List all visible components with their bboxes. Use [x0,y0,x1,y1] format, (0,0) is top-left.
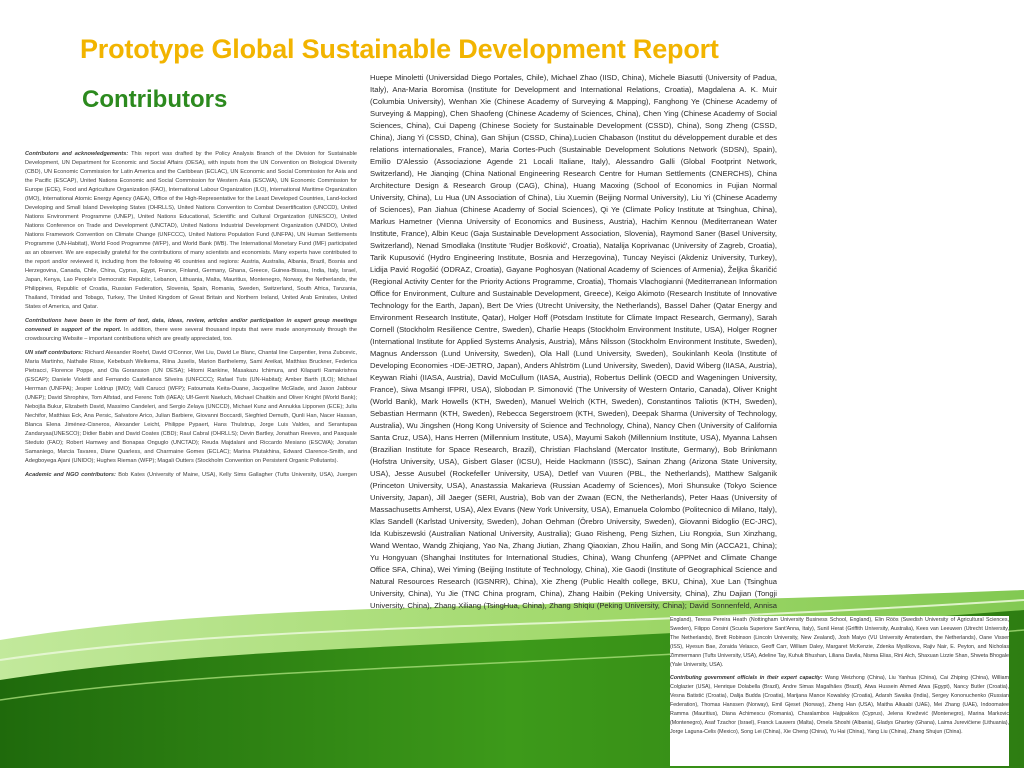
acknowledgements-text: This report was drafted by the Policy Analysis Branch of the Division for Sustainable Development, UN Department for Economic and Social Affairs (DESA), with inputs from the UN Convention on Biological Diversity (CBD), UN Economic Commission for Latin America and the Caribbean (ECLAC), UN Economic and Social Commission for Asia and the Pacific (ESCAP), United Nations Economic and Social Commission for Western Asia (ESCWA), UN Economic Commission for Europe (ECE), Food and Agriculture Organization (FAO), International Labour Organization (ILO), International Maritime Organization (IMO), International Atomic Energy Agency (IAEA), Office of the High-Representative for the Least Developed Countries, Land-locked Developing and Small Island Developing States (OHRLLS), United Nations Convention to Combat Desertification (UNCCD), United Nations Environment Programme (UNEP), United Nations Educational, Scientific and Cultural Organization (UNESCO), United Nations Conference on Trade and Development (UNCTAD), United Nations Industrial Development Organization (UNIDO), United Nations Framework Convention on Climate Change (UNFCCC), United Nations Population Fund (UNFPA), UN Human Settlements Programme (UN-Habitat), World Food Programme (WFP), and World Bank (WB). The International Monetary Fund (IMF) participated as an observer. We are especially grateful for the contributions of many scientists and economists. Many experts have contributed to the report and/or reviewed it, including from the following 46 countries and regions: Austria, Australia, Albania, Brazil, Bosnia and Herzegovina, Canada, Chile, China, Cyprus, Egypt, France, Finland, Germany, Ghana, Greece, Guinea-Bissau, India, Italy, Israel, Japan, Kenya, Lao People's Democratic Republic, Lebanon, Lithuania, Malta, Mauritius, Montenegro, Norway, the Netherlands, the Philippines, Republic of Croatia, Russian Federation, Slovenia, Spain, Romania, Sweden, Switzerland, South Africa, Tanzania, Thailand, Trinidad and Tobago, Turkey, The United Kingdom of Great Britain and Northern Ireland, United Arab Emirates, United States of America, and Qatar. [25,151,357,310]
slide-subtitle: Contributors [82,86,228,113]
staff-text: Richard Alexander Roehrl, David O'Connor, Wei Liu, David Le Blanc, Chantal line Carpentier, Irena Zubcevic, Maria Martinho, Nathalie Risse, Kebebush Welkema, Riina Juselis, Marion Barthelemy, Sami Areikat, Matthias Bruckner, Federica Pietracci, Florence Poppe, and Ola Goransson (UN DESA); Hitomi Rankine, Masakazu Ichimura, and Kilaparti Ramakrishna (ESCAP); Daniele Violetti and Fernando Castellanos Silveira (UNFCCC); Rafael Tuts (UN-Habitat); Amber Barth (ILO); Michael Herrman (UNFPA); Jesper Loldrup (IMO); Valli Carucci (WFP); Fatoumata Keita-Ouane, Jacqueline McGlade, and Jason Jabbour (UNEP); David Shrophire, Tom Alfstad, and Ferenc Toth (IAEA); Ulf-Gerrit Naeluch, Michael Chaitkin and Oliver Knight (World Bank); Nebojša Bukur, Elizabeth David, Massimo Candeleri, and Sergio Zelaya (UNCCD), Michael Kunz and Annukka Lipponen (ECE); Julia Nechifor, Matthias Eck, Ana Persic, Salvatore Arico, Julian Barbiere, Giovanni Boccardi, Siegfried Demuth, Qunli Han, Nacer Hassan, Blanca Elena Jiménez-Cisneros, Alexander Leicht, Philippe Pypaert, Hans Thulstrup, Jorge Luis Valdes, and Serantupaa Zandaryaa(UNESCO); Didier Babin and David Coates (CBD); Raul Cabral (OHRLLS); Devin Bartley, Jonathan Reeves, and Pasquale Steduto (FAO); Robert Hamwey and Bonapas Onguglo (UNCTAD); Reuda Majdalani and Riccardo Mesiano (ESCWA); Jonatan Samaniego, Marcia Tavares, Diane Quarless, and Charmaine Gomes (ECLAC); Marina Plutakhina, Edward Clarence-Smith, and Adegboyega Ajani (UNIDO); Hughes Rieman (WFP); Magali Outters (Stockholm Convention on Persistent Organic Pollutants). [25,350,357,464]
right-text-column [370,72,777,610]
bottom-continuation-text: England), Teresa Pereira Heath (Nottingham University Business School, England), Elin Röös (Swedish University of Agricultural Sciences, Sweden), Filippo Corsini (Scuola Superiore Sant'Anna, Italy), Sunil Herat (Griffith University, Australia), Kees van Leeuwen (Utrecht University, The Netherlands), Brett Robinson (Lincoln University, New Zealand), Josh Maiyo (VU University Amsterdam, the Netherlands), Oane Visser (ISS), Hyesun Bae, Zoraida Velasco, Geoff Carr, William Daley, Margaret McKenzie, Zdenka Myslikova, Rajiv Nair, E. Peyton, and Nicholas Zimmermann (Tufts University, USA), Adeline Tay, Kuhuk Bhushan, Liliana Davila, Nisma Elias, Rini Aich, Shaxuan Lizzie Shan, Shweta Bhogale (Yale University, USA). [670,617,1009,668]
slide-title: Prototype Global Sustainable Development Report [80,34,719,64]
contributions-label: Contributions have been in the form of text, data, ideas, review, articles and/or participation in expert group meetings convened in support of the report. [25,318,357,333]
government-paragraph [670,674,1009,737]
right-column-text: Huepe Minoletti (Universidad Diego Portales, Chile), Michael Zhao (IISD, China), Michele Biasutti (University of Padua, Italy), Ana-Maria Boromisa (Institute for Development and International Relations, Croatia), Magdalena A. K. Muir (Columbia University), Wenhan Xie (Chinese Academy of Surveying & Mapping), Fanghong Ye (Chinese Academy of Surveying & Mapping), Chen Shaofeng (Chinese Academy of Sciences, China), Chen Ying (Chinese Academy of Social Sciences, China), Cui Dapeng (Chinese Society for Sustainable Development (CSSD), China), Song Zheng (CSSD, China), Jiang Yi (CSSD, China), Gan Shijun (CSSD, China),Lucien Chabason (Institut du développement durable et des relations internationales, France), Maria Cortes-Puch (Sustainable Development Solutions Network (SDSN), Spain), Emilio D'Alessio (Associazione Agende 21 Locali Italiane, Italy), Alessandro Galli (Global Footprint Network, Switzerland), He Jianqing (China National Engineering Research Centre for Human Settlements (CNERCHS), China Architecture Design & Research Group (CAG), China), Huang Maoxing (School of Economics in Fujian Normal University, China), Lu Hua (UN Association of China), Liu Xuemin (Beijing Normal University), Liu Yi (Chinese Academy of Sciences), Pan Jiahua (Chinese Academy of Social Sciences), Qi Ye (Climate Policy Institute at Tsinghua, China), Markus Hametner (Vienna University of Economics and Business, Austria), Hachim Kennou (Mediterranean Water Institute, France), Albin Keuc (Gaja Sustainable Development Association, Slovenia), Raymond Saner (Basel University, Switzerland), Nenad Smodlaka (Institute 'Rudjer Bošković', Croatia), Natalija Koprivanac (University of Zagreb, Croatia), Tarik Kupusović (Hydro Engineering Institute, Bosnia and Herzegovina), Tuncay Neyisci (Akdeniz University, Turkey), Lidija Pavić Rogošić (ODRAZ, Croatia), Gayane Poghosyan (National Academy of Sciences of Armenia), Željka Škaričić (Regional Activity Center for the Priority Actions Programme, Croatia), Thomais Vlachogianni (Mediterranean Information Office for Environment, Culture and Sustainable Development, Greece), Keigo Akimoto (Research Institute of Innovative Technology for the Earth, Japan), Bert De Vries (Utrecht University, the Netherlands), Bassel Daher (Qatar Energy and Environment Research Institute, Qatar), Holger Hoff (Potsdam Institute for Climate Impact Research, Germany), Sarah Cornell (Stockholm Resilience Centre, Sweden), Charlie Heaps (Stockholm Environment Institute, USA), Holger Rogner (International Institute for Applied Systems Analysis, Austria), Måns Nilsson (Stockholm Environment Institute, Sweden), Magnus Andersson (Lund University, Sweden), Ola Hall (Lund University, Sweden), Soukinlanh Keola (Institute of Developing Economies -IDE-JETRO, Japan), Anders Ahlström (Lund University, Sweden), David Wiberg (IIASA, Austria), Keywan Riahi (IIASA, Austria), David McCullum (IIASA, Austria), Robertus Dellink (OECD and Wageningen University, France), Siwa Msangi IFPRI, USA), Slobodan P. Simonović (The University of Western Ontario, Canada), Oliver Knight (World Bank), Mark Howells (KTH, Sweden), Manuel Welrich (KTH, Sweden), Constantinos Taliotis (KTH, Sweden), Sebastian Hermann (KTH, Sweden), Rebecca Segerstroem (KTH, Sweden), Deepak Sharma (University of Technology, Australia), Wu Jingshen (Hong Kong University of Science and Technology, China), Nancy Chen (University of California Santa Cruz, USA), Hans Herren (Millennium Institute, USA), Mayumi Sakoh (Millennium Institute, USA), Myanna Lahsen (Brazilian Institute for Space Research, Brazil), Christian Flachsland (Mercator Institute, Germany), Bob Brinkmann (Hofstra University, USA), Gisbert Glaser (ICSU), Heide Hackmann (ISSC), Sainan Zhang (Arizona State University, USA), Jesse Ausubel (Rockefeller University, USA), Detlef van Vuuren (PBL, the Netherlands), Matthew Salganik (Princeton University, USA), Anastassia Makarieva (Russian Academy of Sciences), Mori Shunsuke (Tokyo Science University, Japan), Jill Jaeger (SERI, Austria), Bob van der Zwaan (ECN, the Netherlands), Peter Haas (University of Massachusetts Amherst, USA), Alex Evans (New York University, USA), Emanuela Colombo (Politecnico di Milano, Italy), Klas Sandell (Karlstad University, Sweden), Johan Oehman (Örebro University, Sweden), Giovanni Bidoglio (EC-JRC), Ida Kubiszewski (Australian National University, Australia); Guao Risheng, Peng Sizhen, Liu Rongxia, Sun Xinzhang, Wand Wentao, Wandg Zhiqiang, Yao Na, Zhang Jiutian, Zhang Qiaoxian, Zhou Hailin, and Song Min (ACCA21, China); Yu Hongyuan (Shanghai Institutes for International Studies, China), Wang Chunfeng (APPNet and Climate Change Office SFA, China), Wei Yiming (Beijing Institute of Technology, China), Xie Gaodi (Institute of Geographical Science and Natural Resources Research (IGSNRR), China), Xie Zheng (Public Health college, BKU, China), Xue Lan (Tsinghua University, China), Yu Jie (TNC China program, China), Zhang Haibin (Peking University, China), Zhu Dajian (Tongji University, China), Zhang Xiliang (TsingHua, China), Zhang Shiqiu (Peking University, China); David Sonnenfeld, Annisa [370,73,777,610]
academic-text: Bob Kates (University of Maine, USA), Kelly Sims Gallagher (Tufts University, USA), Juergen [118,472,357,478]
left-text-column [25,150,357,480]
staff-label: UN staff contributors: [25,350,84,356]
contributions-paragraph [25,317,357,344]
bottom-right-text-block [670,616,1009,766]
academic-label: Academic and NGO contributors: [25,472,116,478]
government-label: Contributing government officials in their expert capacity: [670,675,823,681]
acknowledgements-paragraph [25,150,357,312]
academic-paragraph [25,471,357,480]
government-text: Wang Weizhong (China), Liu Yanhua (China), Cai Zhiping (China), William Colglazier (USA), Henrique Dolabella (Brazil), Andre Simas Magalhães (Brazil), Atwa Hussein Ahmed Atwa (Egypt), Nancy Butler (Croatia), Vesna Batistić (Croatia), Dalija Budda (Croatia), Marijana Mance Kowalsky (Croatia), Adarsh Swaika (India), Sergey Kononuchenko (Russian Federation), Thomas Hanssen (Norway), Emil Gjeset (Norway), Zheng Han (USA), Maitha Alkaabi (UAE), Mei Zhang (UAE), Indoomatee Ramma (Mauritius), Diana Achimescu (Romania), Charalambos Hajipakkos (Cyprus), Jelena Knežević (Montenegro), Marina Markovic (Montenegro), Asaf Tzachor (Israel), Franck Lauwers (Malta), Ornela Shoshi (Albania), Gladys Ghartey (Ghana), Laima Jurevičiene (Lithuania), Jorge Laguna-Celis (Mexico), Song Lei (China), Xie Cheng (China), Yu Hai (China), Yang Liu (China), Zhang Shujun (China). [670,675,1009,735]
acknowledgements-label: Contributors and acknowledgements: [25,151,129,157]
contributions-text: In addition, there were several thousand inputs that were made anonymously through the crowdsourcing Website – important contributions which are greatly appreciated, too. [25,327,357,342]
staff-paragraph [25,349,357,466]
